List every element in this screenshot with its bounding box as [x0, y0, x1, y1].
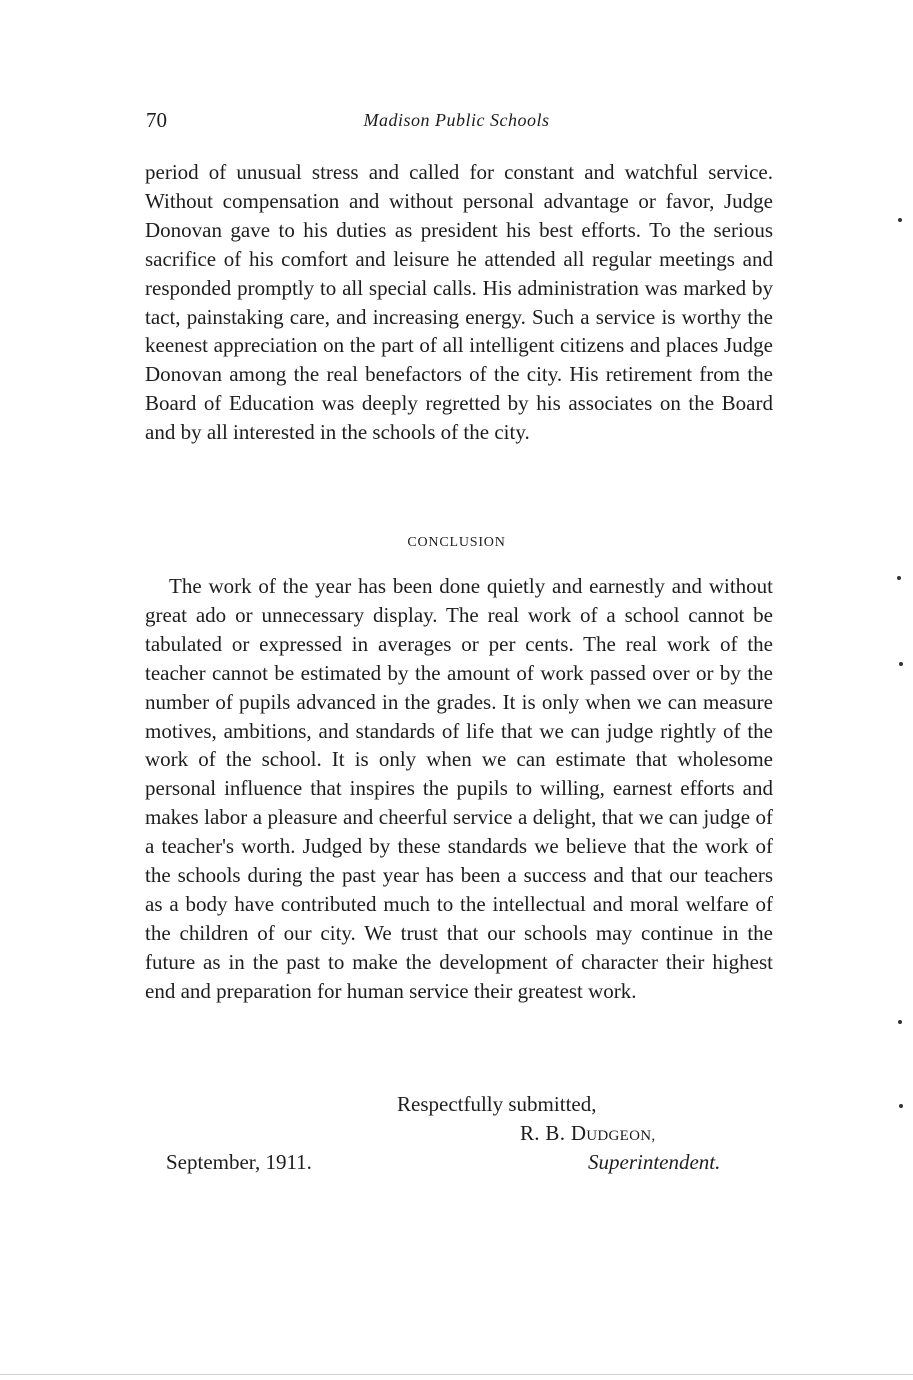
signer-surname: UDGEON, — [586, 1128, 656, 1144]
scan-speck — [899, 1104, 903, 1108]
scan-speck — [899, 662, 903, 666]
signer-title: Superintendent. — [588, 1150, 721, 1174]
running-title: Madison Public Schools — [363, 110, 550, 130]
closing-phrase: Respectfully submitted, — [397, 1092, 597, 1116]
page-number: 70 — [146, 108, 167, 132]
signer-initials: R. B. D — [520, 1121, 587, 1145]
scan-speck — [898, 1020, 902, 1024]
conclusion-paragraph: The work of the year has been done quietly and earnestly and without great ado or unnecessary display. The real work of a school cannot be tabulated or expressed in averages or per cents. The real work of the teacher cannot be estimated by the amount of work passed over or by the number of pupils advanced in the grades. It is only when we can measure motives, ambitions, and standards of life that we can judge rightly of the work of the school. It is only when we can estimate that wholesome personal influence that inspires the pupils to willing, earnest efforts and makes labor a pleasure and cheerful service a delight, that we can judge of a teacher's worth. Judged by these standards we believe that the work of the schools during the past year has been a success and that our teachers as a body have contributed much to the intellectual and moral welfare of the children of our city. We trust that our schools may continue in the future as in the past to make the development of character their highest end and preparation for human service their greatest work. — [145, 574, 773, 1003]
scan-speck — [898, 218, 902, 222]
body-paragraph: period of unusual stress and called for constant and watchful service. Without compensation and without personal advantage or favor, Judge Donovan gave to his duties as president his best efforts. To the serious sacrifice of his comfort and leisure he attended all regular meetings and responded promptly to all special calls. His administration was marked by tact, painstaking care, and increasing energy. Such a service is worthy the keenest appreciation on the part of all intelligent citizens and places Judge Donovan among the real benefactors of the city. His retirement from the Board of Education was deeply regretted by his associates on the Board and by all interested in the schools of the city. — [145, 160, 773, 445]
scan-speck — [897, 576, 901, 580]
scan-line — [0, 1374, 913, 1375]
signer-name — [520, 1121, 655, 1146]
section-heading: CONCLUSION — [407, 535, 506, 550]
report-date: September, 1911. — [166, 1150, 312, 1174]
